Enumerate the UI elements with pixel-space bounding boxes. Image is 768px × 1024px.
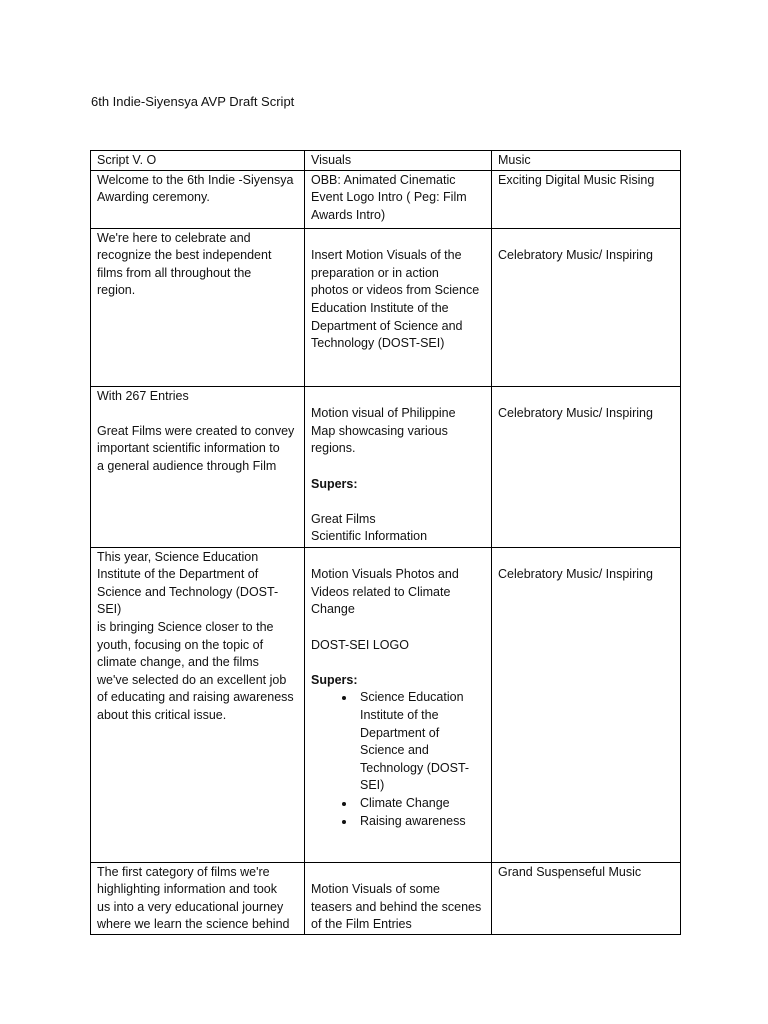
script-line: of educating and raising awareness — [97, 690, 294, 705]
music-text: Celebratory Music/ Inspiring — [498, 406, 653, 421]
visuals-line: Department of Science and — [311, 318, 463, 333]
bullet-line: • Climate Change — [360, 795, 450, 810]
bullet-line: Technology (DOST-SEI) — [360, 760, 470, 793]
visuals-line: Motion visual of Philippine — [311, 406, 456, 421]
script-line: about this critical issue. — [97, 707, 227, 722]
document-title: 6th Indie-Siyensya AVP Draft Script — [91, 94, 295, 109]
script-cell — [91, 547, 305, 862]
script-line: Awarding ceremony. — [97, 190, 210, 205]
script-table — [90, 150, 681, 935]
table-row — [91, 228, 681, 386]
music-cell — [492, 170, 681, 228]
list-item — [356, 689, 485, 795]
visuals-cell — [305, 386, 492, 547]
script-line: Science and Technology (DOST-SEI) — [97, 584, 279, 617]
list-item — [356, 795, 485, 813]
table-row — [91, 862, 681, 934]
music-cell — [492, 862, 681, 934]
music-text: Celebratory Music/ Inspiring — [498, 248, 653, 263]
music-cell — [492, 386, 681, 547]
visuals-line: Videos related to Climate — [311, 584, 451, 599]
script-line: highlighting information and took — [97, 882, 277, 897]
script-line: where we learn the science behind — [97, 917, 290, 932]
script-line: important scientific information to — [97, 441, 280, 456]
visuals-line: preparation or in action — [311, 265, 439, 280]
table-row — [91, 547, 681, 862]
supers-label: Supers: — [311, 672, 358, 687]
visuals-cell — [305, 862, 492, 934]
visuals-line: Motion Visuals Photos and — [311, 567, 459, 582]
visuals-line: Education Institute of the — [311, 300, 449, 315]
music-text: Grand Suspenseful Music — [498, 864, 642, 879]
bullet-line: Department of — [360, 725, 440, 740]
script-line: Great Films were created to convey — [97, 423, 295, 438]
supers-list — [311, 689, 485, 830]
visuals-line: OBB: Animated Cinematic — [311, 172, 456, 187]
visuals-line: Event Logo Intro ( Peg: Film — [311, 190, 467, 205]
visuals-line: regions. — [311, 441, 356, 456]
script-cell — [91, 170, 305, 228]
music-cell — [492, 228, 681, 386]
script-cell — [91, 862, 305, 934]
script-line: we've selected do an excellent job — [97, 672, 287, 687]
visuals-line: teasers and behind the scenes — [311, 899, 482, 914]
bullet-line: • Raising awareness — [360, 813, 466, 828]
script-line: us into a very educational journey — [97, 899, 284, 914]
bullet-line: Institute of the — [360, 707, 439, 722]
visuals-line: Awards Intro) — [311, 207, 386, 222]
script-line: Institute of the Department of — [97, 567, 259, 582]
script-line: recognize the best independent — [97, 248, 272, 263]
script-line: is bringing Science closer to the — [97, 619, 274, 634]
script-heading: With 267 Entries — [97, 388, 189, 403]
super-item: Scientific Information — [311, 529, 428, 544]
script-line: climate change, and the films — [97, 655, 259, 670]
visuals-line: of the Film Entries — [311, 917, 412, 932]
visuals-line: Motion Visuals of some — [311, 882, 440, 897]
bullet-line: • Science Education — [360, 690, 464, 705]
logo-note: DOST-SEI LOGO — [311, 637, 409, 652]
list-item — [356, 813, 485, 831]
script-line: youth, focusing on the topic of — [97, 637, 264, 652]
script-cell — [91, 386, 305, 547]
script-line: The first category of films we're — [97, 864, 270, 879]
script-cell — [91, 228, 305, 386]
supers-label: Supers: — [311, 476, 358, 491]
bullet-line: Science and — [360, 743, 429, 758]
script-line: This year, Science Education — [97, 549, 259, 564]
script-line: region. — [97, 283, 136, 298]
visuals-line: Insert Motion Visuals of the — [311, 248, 462, 263]
column-header-script: Script V. O — [91, 151, 305, 171]
script-line: We're here to celebrate and — [97, 230, 251, 245]
column-header-music: Music — [492, 151, 681, 171]
column-header-visuals: Visuals — [305, 151, 492, 171]
music-text: Celebratory Music/ Inspiring — [498, 567, 653, 582]
visuals-line: photos or videos from Science — [311, 283, 480, 298]
visuals-line: Change — [311, 602, 355, 617]
table-row — [91, 170, 681, 228]
visuals-cell — [305, 228, 492, 386]
table-header-row — [91, 151, 681, 171]
script-line: films from all throughout the — [97, 265, 252, 280]
music-text: Exciting Digital Music Rising — [498, 172, 655, 187]
music-cell — [492, 547, 681, 862]
super-item: Great Films — [311, 511, 376, 526]
visuals-line: Map showcasing various — [311, 423, 448, 438]
visuals-line: Technology (DOST-SEI) — [311, 336, 445, 351]
visuals-cell — [305, 547, 492, 862]
script-line: a general audience through Film — [97, 458, 277, 473]
table-row — [91, 386, 681, 547]
script-line: Welcome to the 6th Indie -Siyensya — [97, 172, 294, 187]
visuals-cell — [305, 170, 492, 228]
